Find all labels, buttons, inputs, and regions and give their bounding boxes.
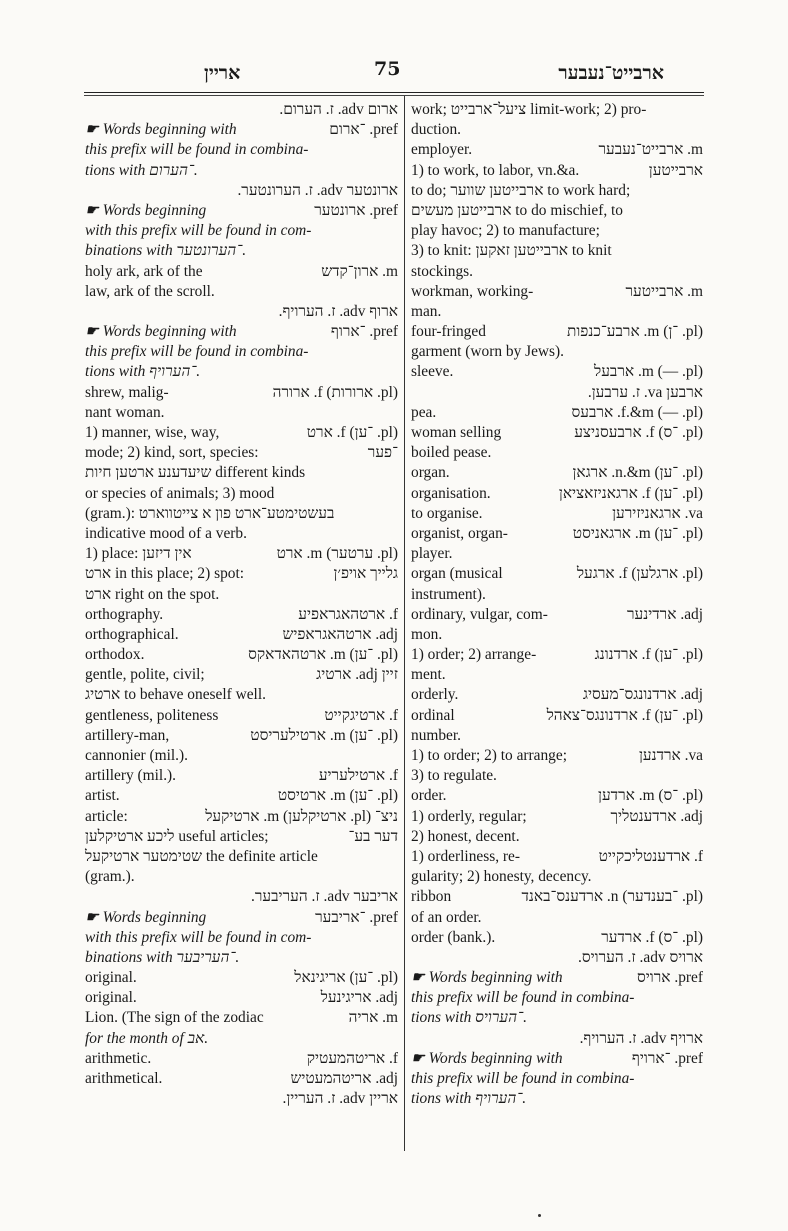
right-entry-headword: ארויס adv. ז. הערויס.: [578, 948, 703, 966]
right-entry-english-text: boiled pease.: [411, 444, 492, 462]
left-entry-line: [85, 867, 398, 887]
left-entry-headword: ארונטער adv. ז. הערונטער.: [237, 181, 398, 199]
header-rule: [84, 95, 704, 96]
right-entry-english-text: this prefix will be found in combina-: [411, 1070, 635, 1087]
left-entry-english-text: gentle, polite, civil;: [85, 666, 205, 684]
left-entry-headword: (pl. ערטער) m. ארט: [276, 545, 398, 563]
right-entry-line: [411, 1008, 703, 1028]
right-entry-headword: f. ארדענטליכקייט: [598, 847, 703, 865]
right-entry-line: [411, 302, 703, 322]
right-entry-english-text: order.: [411, 787, 447, 805]
left-entry-line: [85, 746, 398, 766]
right-entry-english-text: workman, working-: [411, 282, 534, 300]
left-entry-line: [85, 302, 398, 322]
left-entry-english-text: שטימטער ארטיקעל the definite article: [85, 847, 318, 865]
left-entry-headword: ארוף adv. ז. הערויף.: [278, 302, 398, 320]
left-entry-english-text: שיעדענע ארטען חיות different kinds: [85, 464, 306, 482]
left-entry-line: [85, 262, 398, 282]
left-entry-line: [85, 221, 398, 241]
left-entry-line: [85, 524, 398, 544]
left-entry-english-text: ☛ Words beginning: [85, 201, 207, 219]
left-entry-headword: ניצ־ (pl. ארטיקלען) m. ארטיקעל: [205, 807, 398, 825]
right-entry-english-text: gularity; 2) honesty, decency.: [411, 868, 592, 886]
right-entry-english-text: ☛ Words beginning with: [411, 969, 563, 987]
left-entry-line: [85, 1069, 398, 1089]
right-entry-headword: (pl. ־ען) f. ארדנונג: [594, 646, 703, 664]
right-entry-headword: ארבען va. ז. ערבען.: [587, 383, 703, 401]
left-entry-headword: ארום adv. ז. הערום.: [279, 101, 398, 118]
left-entry-line: [85, 665, 398, 685]
left-entry-line: [85, 1049, 398, 1069]
left-entry-english-text: or species of animals; 3) mood: [85, 484, 275, 502]
left-entry-english-text: Lion. (The sign of the zodiac: [85, 1009, 264, 1027]
right-entry-headword: adj. ארדענטליך: [610, 807, 703, 825]
left-entry-line: [85, 968, 398, 988]
left-entry-english-text: original.: [85, 989, 137, 1007]
left-entry-english-text: arithmetical.: [85, 1070, 163, 1087]
left-entry-headword: גלייך אויפ׳ן: [333, 565, 398, 583]
left-entry-headword: (pl. ארורות) f. ארורה: [272, 383, 398, 401]
left-entry-headword: pref. ־ארוף: [330, 323, 398, 341]
right-entry-headword: ארבייטען: [648, 161, 703, 179]
right-entry-english-text: organ.: [411, 464, 450, 482]
left-entry-line: [85, 443, 398, 463]
right-entry-line: [411, 484, 703, 504]
right-entry-english-text: sleeve.: [411, 363, 454, 381]
right-entry-line: [411, 262, 703, 282]
right-entry-english-text: this prefix will be found in combina-: [411, 989, 635, 1007]
right-entry-line: [411, 827, 703, 847]
left-entry-english-text: orthodox.: [85, 646, 145, 664]
right-entry-english-text: 3) to knit: ארבייטען זאקען to knit: [411, 242, 612, 260]
left-entry-line: [85, 887, 398, 907]
right-entry-headword: va. ארדנען: [638, 747, 703, 764]
right-entry-headword: (pl. —) f.&m. ארבעס: [571, 403, 703, 421]
left-entry-english-text: for the month of אב.: [85, 1029, 209, 1047]
right-entry-headword: (pl. ־ען) m. ארגאניסט: [572, 524, 703, 542]
right-entry-english-text: ordinary, vulgar, com-: [411, 605, 548, 623]
right-entry-headword: (pl. ־ען) f. ארגאניזאציאן: [558, 484, 703, 502]
right-entry-english-text: number.: [411, 726, 462, 744]
right-entry-english-text: ארבייטען מעשים to do mischief, to: [411, 201, 624, 219]
left-entry-headword: (pl. ־ען) f. ארט: [306, 424, 398, 441]
left-entry-headword: f. ארטיגקייט: [324, 706, 398, 724]
right-entry-english-text: man.: [411, 302, 442, 320]
right-entry-line: [411, 625, 703, 645]
right-entry-english-text: organist, organ-: [411, 524, 508, 542]
left-entry-line: [85, 645, 398, 665]
right-entry-line: [411, 282, 703, 302]
right-entry-headword: (pl. —) m. ארבעל: [594, 363, 703, 381]
right-entry-line: [411, 241, 703, 261]
right-entry-english-text: ribbon: [411, 888, 452, 906]
left-entry-line: [85, 585, 398, 605]
right-entry-headword: m. ארבייט־נעבער: [598, 141, 703, 159]
left-entry-line: [85, 362, 398, 382]
right-entry-english-text: pea.: [411, 403, 437, 421]
left-entry-english-text: (gram.).: [85, 868, 135, 886]
left-entry-headword: m. ארון־קדש: [321, 262, 398, 280]
left-entry-line: [85, 120, 398, 140]
left-entry-english-text: indicative mood of a verb.: [85, 524, 247, 542]
left-entry-english-text: binations with ־הערונטער.: [85, 242, 247, 260]
left-entry-line: [85, 282, 398, 302]
right-entry-line: [411, 423, 703, 443]
right-entry-line: [411, 120, 703, 140]
left-entry-english-text: holy ark, ark of the: [85, 262, 203, 280]
right-entry-headword: (pl. ־ען) f. ארדנונגס־צאהל: [546, 706, 703, 724]
right-entry-english-text: work; ציעל־ארבייט limit-work; 2) pro-: [411, 101, 647, 118]
left-entry-english-text: cannonier (mil.).: [85, 747, 188, 764]
left-entry-headword: pref. ־ארום: [329, 121, 398, 139]
left-entry-line: [85, 605, 398, 625]
right-entry-english-text: organ (musical: [411, 565, 503, 583]
left-entry-headword: f. ארטילעריע: [318, 767, 398, 785]
left-entry-line: [85, 201, 398, 221]
left-entry-english-text: ארטיג to behave oneself well.: [85, 686, 266, 704]
left-entry-english-text: shrew, malig-: [85, 383, 169, 401]
left-entry-headword: (pl. ־ען) אריגינאל: [294, 969, 398, 987]
right-entry-line: [411, 524, 703, 544]
header-right-guideword: ארבייט־נעבער: [558, 62, 664, 84]
right-entry-headword: (pl. ־ען) n.&m. ארגאן: [572, 464, 703, 482]
left-entry-headword: f. ארטהאגראפיע: [298, 605, 398, 623]
right-entry-english-text: play havoc; 2) to manufacture;: [411, 222, 600, 240]
left-entry-headword: (pl. ־ען) m. ארטיסט: [277, 787, 398, 805]
left-entry-line: [85, 100, 398, 120]
right-entry-line: [411, 1049, 703, 1069]
left-entry-headword: pref. ־אריבער: [315, 908, 398, 926]
right-entry-line: [411, 948, 703, 968]
right-entry-line: [411, 665, 703, 685]
right-entry-line: [411, 403, 703, 423]
left-entry-headword: אריין adv. ז. העריין.: [282, 1090, 398, 1108]
right-entry-line: [411, 685, 703, 705]
right-entry-english-text: 1) to order; 2) to arrange;: [411, 747, 567, 764]
right-entry-english-text: four-fringed: [411, 323, 486, 341]
left-entry-english-text: artist.: [85, 787, 120, 805]
right-entry-line: [411, 463, 703, 483]
right-entry-line: [411, 322, 703, 342]
right-entry-english-text: ordinal: [411, 706, 455, 724]
left-entry-english-text: artillery-man,: [85, 726, 170, 744]
left-entry-line: [85, 1008, 398, 1028]
column-divider: [404, 96, 405, 1151]
right-entry-headword: (pl. ארגלען) f. ארגעל: [576, 565, 703, 583]
left-entry-headword: דער בע־: [348, 827, 398, 845]
right-entry-english-text: to organise.: [411, 504, 483, 522]
page-speck: [538, 1214, 541, 1217]
left-entry-line: [85, 625, 398, 645]
right-entry-line: [411, 726, 703, 746]
right-entry-headword: ארויף adv. ז. הערויף.: [579, 1029, 703, 1047]
left-entry-line: [85, 383, 398, 403]
left-entry-line: [85, 322, 398, 342]
left-entry-line: [85, 463, 398, 483]
right-entry-headword: adj. ארדנונגס־מעסיג: [582, 686, 703, 704]
right-entry-english-text: mon.: [411, 625, 443, 643]
left-column: [85, 100, 398, 1109]
right-entry-line: [411, 362, 703, 382]
page-header: [84, 52, 704, 93]
right-entry-headword: m. ארבייטער: [625, 282, 703, 300]
right-entry-headword: (pl. ־ס) m. ארדען: [598, 787, 703, 805]
right-entry-line: [411, 140, 703, 160]
left-entry-english-text: (gram.): בעשטימטע־ארט פון א צייטווארט: [85, 504, 335, 522]
left-entry-english-text: orthography.: [85, 605, 164, 623]
left-entry-english-text: 1) manner, wise, way,: [85, 424, 220, 441]
right-entry-line: [411, 847, 703, 867]
right-entry-headword: (pl. ־בענדער) n. ארדענס־באנד: [521, 888, 703, 906]
left-entry-line: [85, 908, 398, 928]
left-entry-english-text: gentleness, politeness: [85, 706, 219, 724]
right-entry-english-text: garment (worn by Jews).: [411, 343, 565, 361]
right-entry-english-text: 1) order; 2) arrange-: [411, 646, 537, 664]
right-entry-english-text: of an order.: [411, 908, 482, 926]
right-entry-line: [411, 605, 703, 625]
left-entry-headword: אריבער adv. ז. העריבער.: [251, 888, 398, 906]
left-entry-english-text: law, ark of the scroll.: [85, 282, 215, 300]
right-entry-english-text: 1) orderliness, re-: [411, 847, 520, 865]
left-entry-line: [85, 827, 398, 847]
left-entry-english-text: ☛ Words beginning with: [85, 121, 237, 139]
left-entry-line: [85, 807, 398, 827]
right-entry-line: [411, 968, 703, 988]
left-entry-english-text: arithmetic.: [85, 1049, 152, 1067]
left-entry-headword: pref. ארונטער: [314, 201, 398, 219]
left-entry-line: [85, 544, 398, 564]
left-entry-line: [85, 1029, 398, 1049]
right-entry-line: [411, 706, 703, 726]
right-entry-line: [411, 161, 703, 181]
left-entry-line: [85, 484, 398, 504]
right-entry-english-text: tions with ־הערויס.: [411, 1009, 527, 1027]
left-entry-english-text: orthographical.: [85, 625, 179, 643]
right-entry-headword: (pl. ־ס) f. ארדער: [601, 928, 703, 946]
left-entry-line: [85, 928, 398, 948]
right-entry-line: [411, 383, 703, 403]
right-entry-english-text: employer.: [411, 141, 473, 159]
left-entry-line: [85, 161, 398, 181]
left-entry-line: [85, 1089, 398, 1109]
left-entry-english-text: 1) place: אין דיזען: [85, 545, 192, 563]
right-entry-english-text: stockings.: [411, 262, 473, 280]
right-entry-english-text: organisation.: [411, 484, 491, 502]
left-entry-line: [85, 181, 398, 201]
right-entry-english-text: instrument).: [411, 585, 486, 603]
left-entry-english-text: mode; 2) kind, sort, species:: [85, 444, 259, 462]
left-entry-headword: adj. ארטהאגראפיש: [282, 625, 398, 643]
right-entry-english-text: 1) orderly, regular;: [411, 807, 527, 825]
right-entry-headword: va. ארגאניזירען: [612, 504, 703, 522]
right-entry-line: [411, 544, 703, 564]
right-entry-english-text: 3) to regulate.: [411, 767, 497, 785]
right-entry-line: [411, 908, 703, 928]
right-entry-line: [411, 221, 703, 241]
right-entry-line: [411, 181, 703, 201]
left-entry-line: [85, 847, 398, 867]
left-entry-line: [85, 786, 398, 806]
left-entry-line: [85, 685, 398, 705]
left-entry-english-text: article:: [85, 807, 128, 825]
right-entry-english-text: to do; ארבייטען שווער to work hard;: [411, 181, 631, 199]
left-entry-english-text: with this prefix will be found in com-: [85, 222, 312, 240]
left-entry-english-text: tions with ־הערויף.: [85, 363, 201, 381]
left-entry-line: [85, 988, 398, 1008]
left-entry-english-text: tions with ־הערום.: [85, 161, 198, 179]
left-entry-line: [85, 706, 398, 726]
left-entry-line: [85, 241, 398, 261]
right-entry-line: [411, 443, 703, 463]
left-entry-headword: adj. אריטהמעטיש: [290, 1070, 398, 1087]
left-entry-line: [85, 948, 398, 968]
left-entry-headword: (pl. ־ען) m. ארטילעריסט: [250, 726, 398, 744]
left-entry-english-text: with this prefix will be found in com-: [85, 928, 312, 946]
right-entry-line: [411, 928, 703, 948]
right-entry-headword: (pl. ־ס) f. ארבעסניצע: [574, 424, 703, 441]
right-entry-line: [411, 867, 703, 887]
left-entry-line: [85, 403, 398, 423]
left-entry-headword: adj. אריגינעל: [320, 989, 398, 1007]
left-entry-line: [85, 726, 398, 746]
right-entry-line: [411, 201, 703, 221]
right-entry-headword: (pl. ־ן) m. ארבע־כנפות: [566, 323, 703, 341]
left-entry-english-text: this prefix will be found in combina-: [85, 343, 309, 361]
right-entry-english-text: duction.: [411, 121, 462, 139]
left-entry-english-text: ☛ Words beginning with: [85, 323, 237, 341]
left-entry-english-text: ארט in this place; 2) spot:: [85, 565, 245, 583]
right-entry-english-text: 2) honest, decent.: [411, 827, 520, 845]
right-entry-line: [411, 1029, 703, 1049]
right-entry-english-text: 1) to work, to labor, vn.&a.: [411, 161, 580, 179]
right-entry-line: [411, 100, 703, 120]
left-entry-headword: ־פער: [367, 444, 398, 462]
left-entry-line: [85, 564, 398, 584]
right-column: [411, 100, 703, 1109]
right-entry-line: [411, 564, 703, 584]
right-entry-line: [411, 887, 703, 907]
right-entry-english-text: order (bank.).: [411, 928, 496, 946]
right-entry-line: [411, 988, 703, 1008]
right-entry-line: [411, 786, 703, 806]
left-entry-english-text: ארט right on the spot.: [85, 585, 220, 603]
left-entry-english-text: original.: [85, 969, 137, 987]
right-entry-headword: pref. ארויס: [636, 969, 703, 987]
left-entry-line: [85, 504, 398, 524]
right-entry-line: [411, 1089, 703, 1109]
left-entry-headword: m. אריה: [348, 1009, 398, 1027]
right-entry-english-text: woman selling: [411, 424, 502, 441]
left-entry-english-text: ☛ Words beginning: [85, 908, 207, 926]
right-entry-english-text: tions with ־הערויף.: [411, 1090, 527, 1108]
right-entry-line: [411, 342, 703, 362]
left-entry-line: [85, 423, 398, 443]
left-entry-english-text: ליכע ארטיקלען useful articles;: [85, 827, 269, 845]
right-entry-english-text: ☛ Words beginning with: [411, 1049, 563, 1067]
left-entry-line: [85, 140, 398, 160]
left-entry-headword: f. אריטהמעטיק: [306, 1049, 398, 1067]
right-entry-headword: adj. ארדינער: [626, 605, 703, 623]
right-entry-line: [411, 585, 703, 605]
left-entry-headword: זיין adj. ארטיג: [316, 666, 398, 684]
left-entry-headword: (pl. ־ען) m. ארטהאדאקס: [248, 646, 398, 664]
left-entry-line: [85, 766, 398, 786]
left-entry-english-text: artillery (mil.).: [85, 767, 177, 785]
left-entry-english-text: binations with ־העריבער.: [85, 948, 240, 966]
right-entry-line: [411, 807, 703, 827]
header-left-guideword: אריין: [204, 62, 241, 84]
right-entry-line: [411, 1069, 703, 1089]
right-entry-english-text: ment.: [411, 666, 446, 684]
right-entry-line: [411, 645, 703, 665]
page-number: 75: [374, 58, 401, 80]
right-entry-english-text: orderly.: [411, 686, 459, 704]
right-entry-line: [411, 746, 703, 766]
left-entry-english-text: nant woman.: [85, 403, 165, 421]
left-entry-line: [85, 342, 398, 362]
left-entry-english-text: this prefix will be found in combina-: [85, 141, 309, 159]
right-entry-headword: pref. ־ארויף: [631, 1049, 703, 1067]
right-entry-line: [411, 504, 703, 524]
right-entry-english-text: player.: [411, 545, 453, 563]
right-entry-line: [411, 766, 703, 786]
